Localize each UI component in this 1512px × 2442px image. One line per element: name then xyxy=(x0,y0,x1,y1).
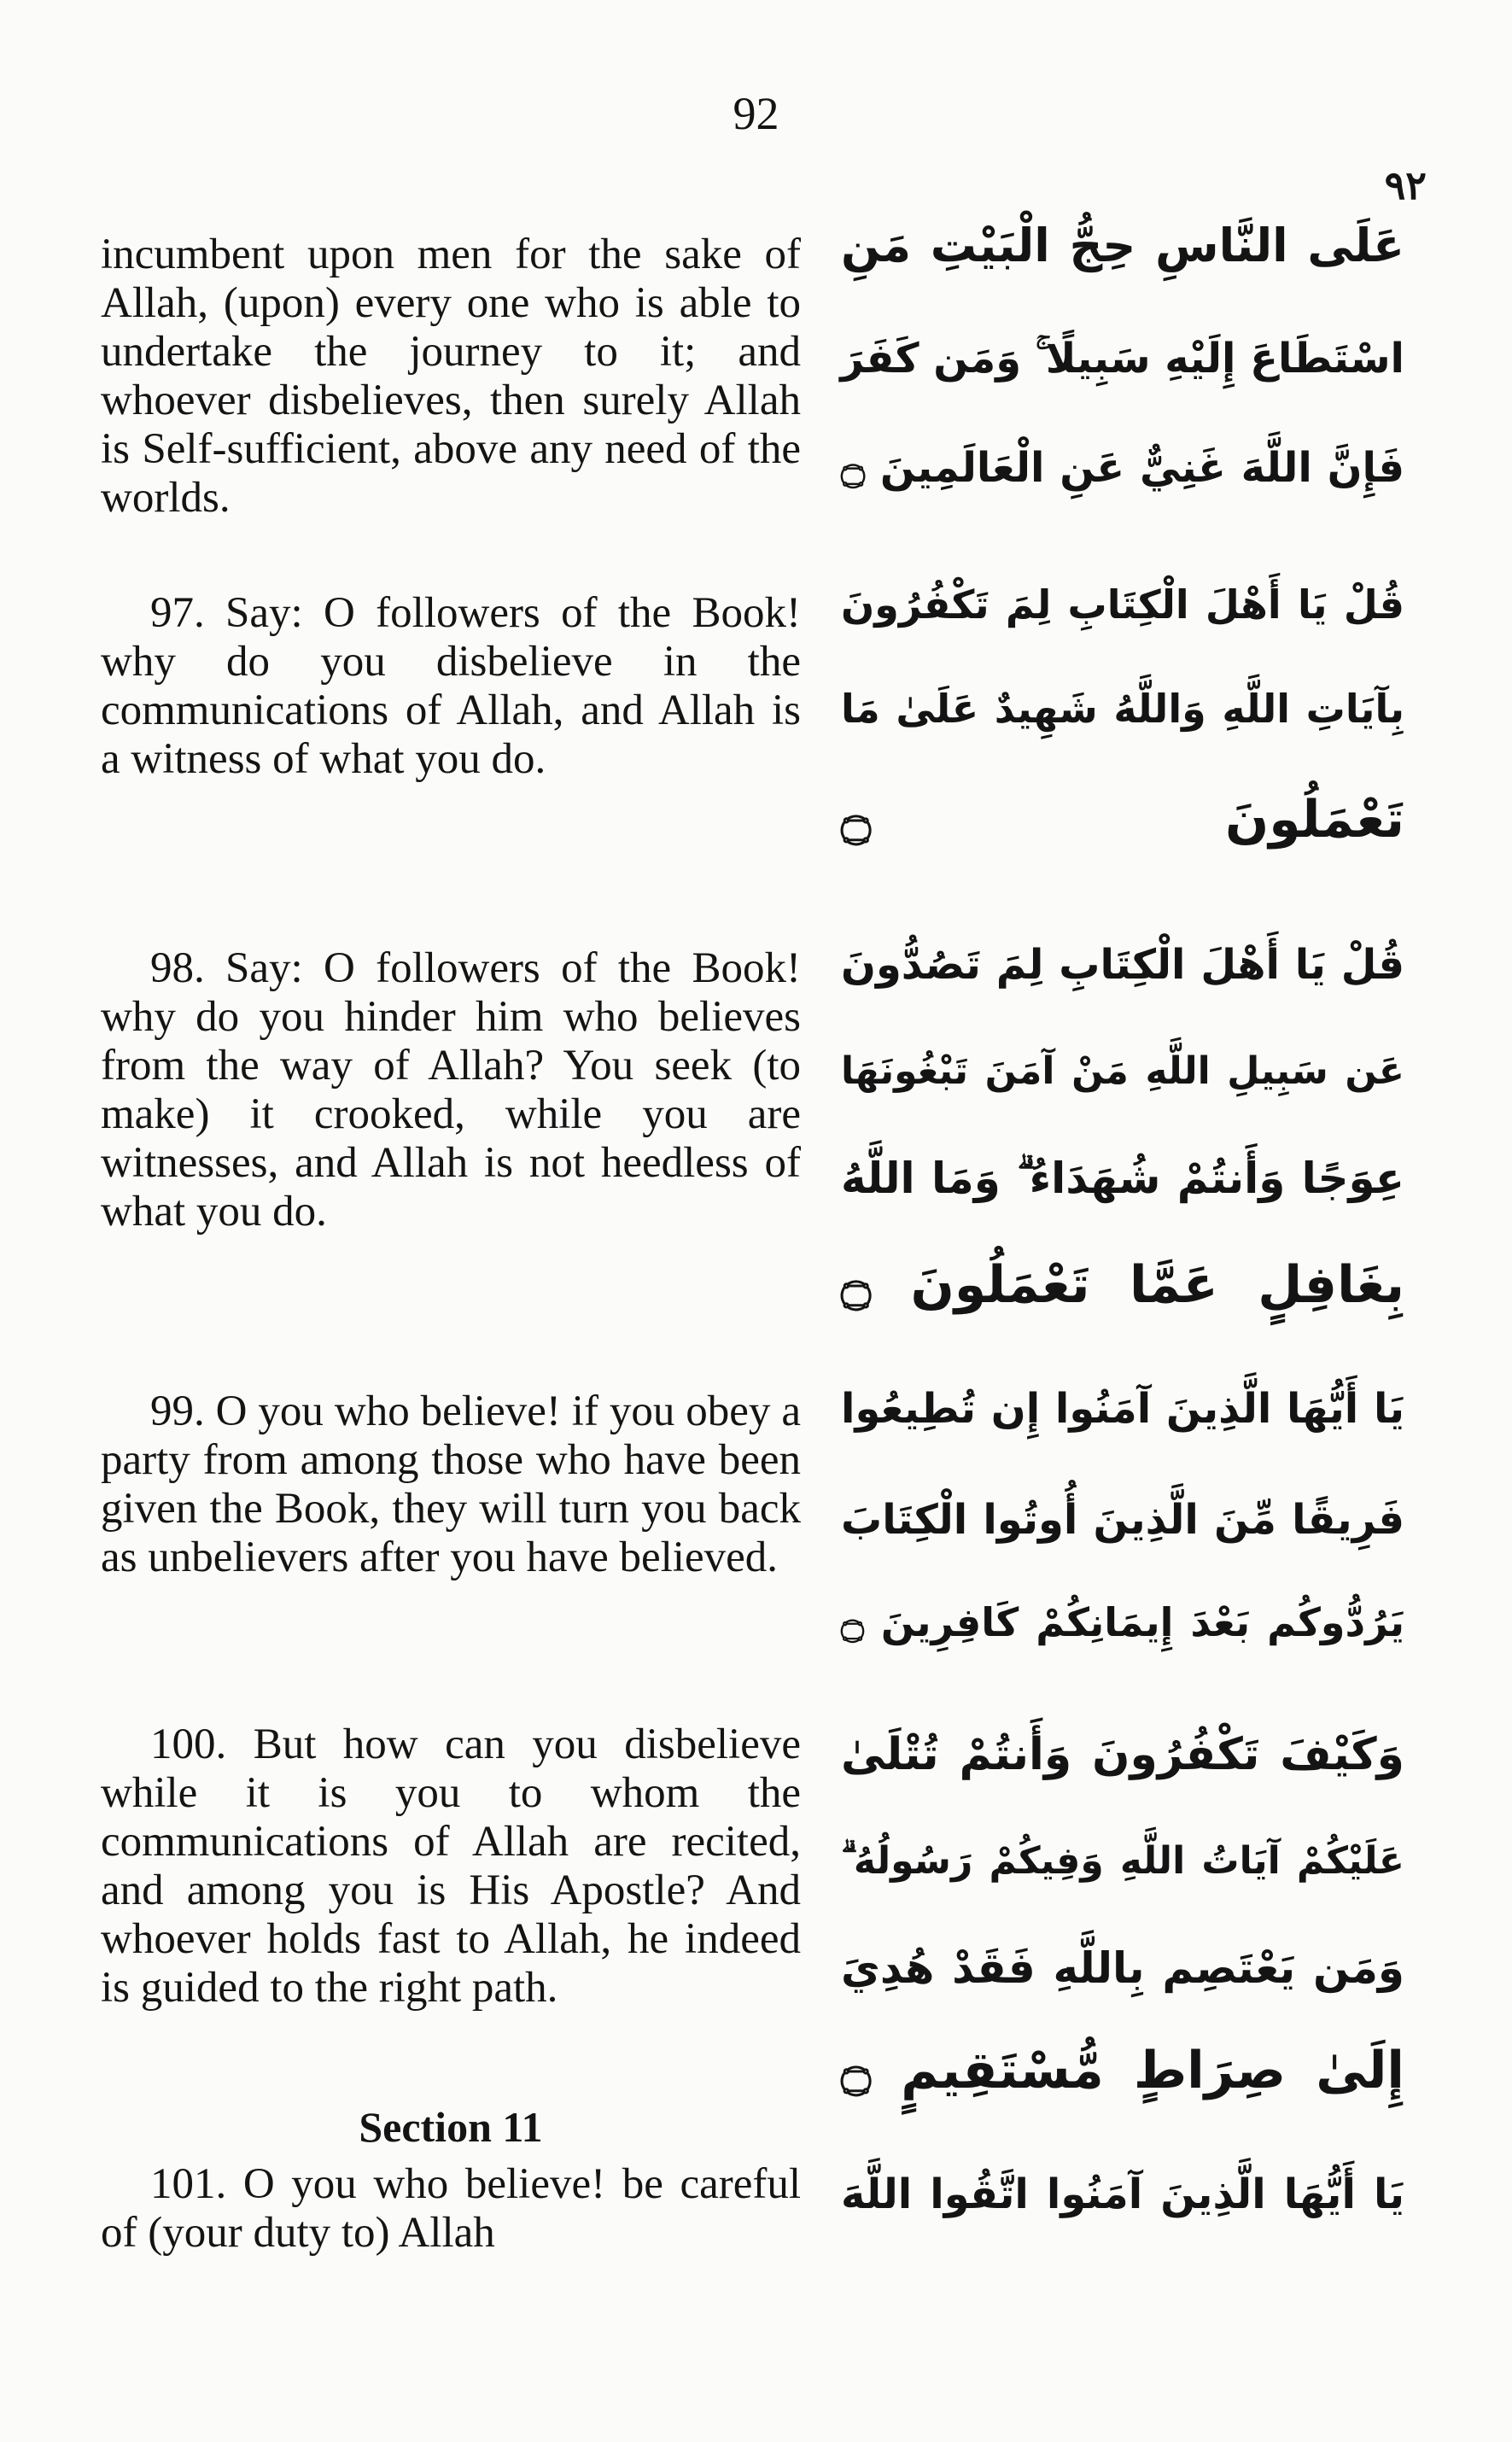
verse-text: incumbent upon men for the sake of Allah, (upon) every one who is able to undertake the journey to it; and whoever disbelieves, then surely Allah is Self-sufficient, above any need of the worlds. xyxy=(101,231,801,522)
arabic-line: اسْتَطَاعَ إِلَيْهِ سَبِيلًا ۚ وَمَن كَفَرَ xyxy=(840,335,1404,383)
verse-100 xyxy=(101,1720,801,2013)
verse-101 xyxy=(101,2160,801,2258)
verse-text: 97. Say: O followers of the Book! why do you disbelieve in the communications of Allah, and Allah is a witness of what you do. xyxy=(101,589,801,783)
arabic-line: عَلَى النَّاسِ حِجُّ الْبَيْتِ مَنِ xyxy=(841,219,1404,272)
verse-text: 101. O you who believe! be careful of (your duty to) Allah xyxy=(101,2160,801,2257)
verse-97 xyxy=(101,589,801,784)
verse-99 xyxy=(101,1388,801,1582)
arabic-line: إِلَىٰ صِرَاطٍ مُّسْتَقِيمٍ ۝ xyxy=(841,2041,1404,2100)
verse-text: 98. Say: O followers of the Book! why do you hinder him who believes from the way of Allah? You seek (to make) it crooked, while you are witnesses, and Allah is not heedless of what you do. xyxy=(101,944,801,1236)
verse-text: 99. O you who believe! if you obey a party from among those who have been given the Book, they will turn you back as unbelievers after you have believed. xyxy=(101,1388,801,1581)
arabic-line: وَكَيْفَ تَكْفُرُونَ وَأَنتُمْ تُتْلَىٰ xyxy=(841,1729,1404,1780)
arabic-line: تَعْمَلُونَ ۝ xyxy=(841,790,1404,850)
verse-96-continuation xyxy=(101,231,801,523)
page-number: 92 xyxy=(733,88,779,139)
arabic-line: فَرِيقًا مِّنَ الَّذِينَ أُوتُوا الْكِتَابَ xyxy=(841,1496,1404,1544)
arabic-line: وَمَن يَعْتَصِم بِاللَّهِ فَقَدْ هُدِيَ xyxy=(841,1943,1404,1993)
arabic-line: قُلْ يَا أَهْلَ الْكِتَابِ لِمَ تَصُدُّونَ xyxy=(841,941,1404,989)
arabic-line: بِغَافِلٍ عَمَّا تَعْمَلُونَ ۝ xyxy=(841,1255,1404,1315)
arabic-line: فَإِنَّ اللَّهَ غَنِيٌّ عَنِ الْعَالَمِينَ ۝ xyxy=(841,444,1404,492)
arabic-line: عَن سَبِيلِ اللَّهِ مَنْ آمَنَ تَبْغُونَهَا xyxy=(841,1049,1404,1093)
arabic-line: يَا أَيُّهَا الَّذِينَ آمَنُوا إِن تُطِيعُوا xyxy=(841,1385,1404,1433)
arabic-line: يَا أَيُّهَا الَّذِينَ آمَنُوا اتَّقُوا اللَّهَ xyxy=(841,2170,1404,2218)
arabic-line: بِآيَاتِ اللَّهِ وَاللَّهُ شَهِيدٌ عَلَىٰ مَا xyxy=(841,686,1404,732)
arabic-line: يَرُدُّوكُم بَعْدَ إِيمَانِكُمْ كَافِرِينَ ۝ xyxy=(841,1599,1404,1645)
verse-98 xyxy=(101,944,801,1236)
arabic-line: عَلَيْكُمْ آيَاتُ اللَّهِ وَفِيكُمْ رَسُولُهُ ۗ xyxy=(841,1839,1404,1883)
arabic-line: عِوَجًا وَأَنتُمْ شُهَدَاءُ ۗ وَمَا اللَّهُ xyxy=(841,1154,1404,1203)
arabic-page-number: ٩٢ xyxy=(1384,164,1427,207)
verse-text: 100. But how can you disbelieve while it is you to whom the communications of Allah are recited, and among you is His Apostle? And whoever holds fast to Allah, he indeed is guided to the right path. xyxy=(101,1720,801,2012)
section-heading: Section 11 xyxy=(359,2103,543,2151)
arabic-line: قُلْ يَا أَهْلَ الْكِتَابِ لِمَ تَكْفُرُونَ xyxy=(841,581,1404,628)
